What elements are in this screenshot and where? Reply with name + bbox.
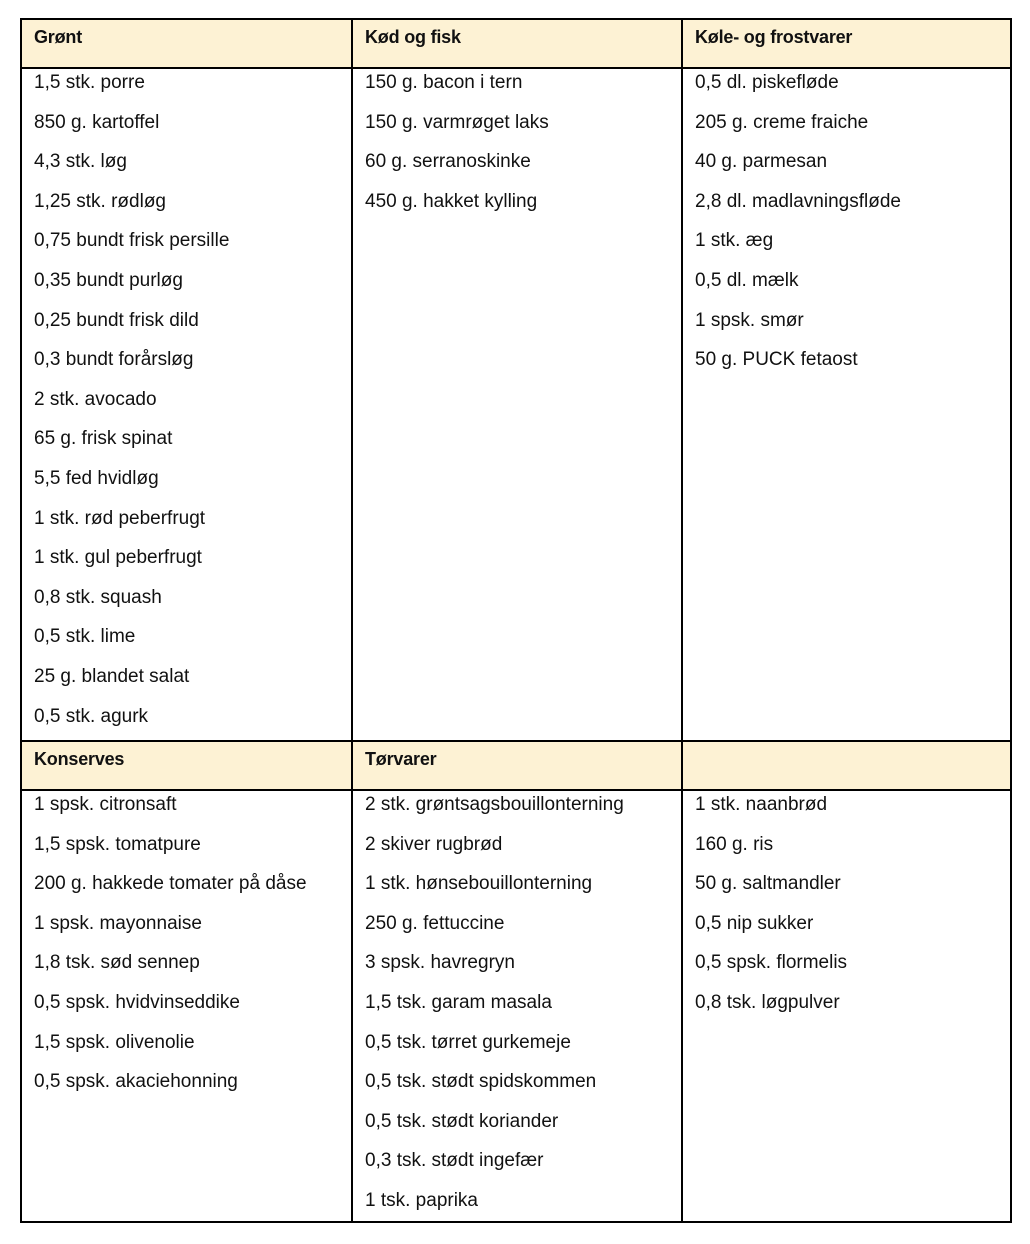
list-item: 160 g. ris: [695, 833, 774, 855]
list-item: 450 g. hakket kylling: [365, 190, 538, 212]
list-item: 1 stk. gul peberfrugt: [34, 547, 202, 569]
list-item: 1 stk. rød peberfrugt: [34, 507, 206, 529]
list-kole-og-frostvarer: [683, 69, 1010, 742]
list-item: 1 stk. naanbrød: [695, 794, 828, 815]
list-item: 1 stk. æg: [695, 230, 774, 252]
list-item: 150 g. varmrøget laks: [365, 111, 549, 133]
list-item: 2 skiver rugbrød: [365, 833, 503, 855]
list-konserves: [22, 791, 353, 1221]
list-item: 0,3 tsk. stødt ingefær: [365, 1150, 544, 1172]
header-kod-og-fisk: Kød og fisk: [353, 20, 683, 69]
list-item: 1,8 tsk. sød sennep: [34, 952, 200, 974]
list-item: 1,5 spsk. olivenolie: [34, 1031, 195, 1053]
shopping-list-table: [20, 18, 1012, 1223]
list-item: 1 spsk. mayonnaise: [34, 912, 202, 934]
list-item: 50 g. saltmandler: [695, 873, 841, 895]
list-item: 1 tsk. paprika: [365, 1189, 478, 1211]
list-item: 40 g. parmesan: [695, 151, 828, 173]
list-item: 200 g. hakkede tomater på dåse: [34, 873, 307, 895]
list-item: 2 stk. avocado: [34, 388, 157, 410]
list-item: 0,5 dl. piskefløde: [695, 72, 839, 93]
list-item: 2 stk. grøntsagsbouillonterning: [365, 794, 624, 815]
list-andet: [683, 791, 1010, 1221]
list-item: 0,5 spsk. hvidvinseddike: [34, 991, 240, 1013]
list-item: 150 g. bacon i tern: [365, 72, 523, 93]
list-item: 0,5 dl. mælk: [695, 269, 799, 291]
list-item: 1 spsk. smør: [695, 309, 804, 331]
list-item: 0,75 bundt frisk persille: [34, 230, 230, 252]
list-item: 3 spsk. havregryn: [365, 952, 515, 974]
list-item: 0,5 tsk. tørret gurkemeje: [365, 1031, 571, 1053]
list-item: 0,8 stk. squash: [34, 586, 162, 608]
list-item: 5,5 fed hvidløg: [34, 467, 159, 489]
list-item: 0,5 tsk. stødt spidskommen: [365, 1071, 597, 1093]
list-item: 60 g. serranoskinke: [365, 151, 531, 173]
list-item: 65 g. frisk spinat: [34, 428, 173, 450]
list-item: 0,35 bundt purløg: [34, 269, 183, 291]
header-kole-og-frostvarer: Køle- og frostvarer: [683, 20, 1010, 69]
list-item: 1 stk. hønsebouillonterning: [365, 873, 593, 895]
list-item: 50 g. PUCK fetaost: [695, 349, 858, 371]
list-item: 0,5 spsk. flormelis: [695, 952, 848, 974]
list-kod-og-fisk: [353, 69, 683, 742]
list-item: 0,5 tsk. stødt koriander: [365, 1110, 559, 1132]
list-item: 25 g. blandet salat: [34, 665, 190, 687]
list-item: 0,25 bundt frisk dild: [34, 309, 199, 331]
header-konserves: Konserves: [22, 742, 353, 791]
list-item: 0,5 stk. lime: [34, 626, 136, 648]
list-item: 4,3 stk. løg: [34, 151, 127, 173]
list-item: 250 g. fettuccine: [365, 912, 505, 934]
list-item: 0,8 tsk. løgpulver: [695, 991, 840, 1013]
list-item: 1,5 stk. porre: [34, 72, 145, 93]
list-item: 0,5 nip sukker: [695, 912, 814, 934]
header-gront: Grønt: [22, 20, 353, 69]
list-item: 2,8 dl. madlavningsfløde: [695, 190, 901, 212]
list-item: 0,5 spsk. akaciehonning: [34, 1071, 238, 1093]
list-item: 205 g. creme fraiche: [695, 111, 869, 133]
list-item: 850 g. kartoffel: [34, 111, 160, 133]
header-andet: [683, 742, 1010, 791]
list-item: 0,5 stk. agurk: [34, 705, 149, 727]
list-item: 0,3 bundt forårsløg: [34, 349, 194, 371]
list-item: 1 spsk. citronsaft: [34, 794, 177, 815]
list-gront: [22, 69, 353, 742]
list-item: 1,5 tsk. garam masala: [365, 991, 552, 1013]
list-item: 1,25 stk. rødløg: [34, 190, 166, 212]
list-torvarer: [353, 791, 683, 1221]
header-torvarer: Tørvarer: [353, 742, 683, 791]
list-item: 1,5 spsk. tomatpure: [34, 833, 201, 855]
